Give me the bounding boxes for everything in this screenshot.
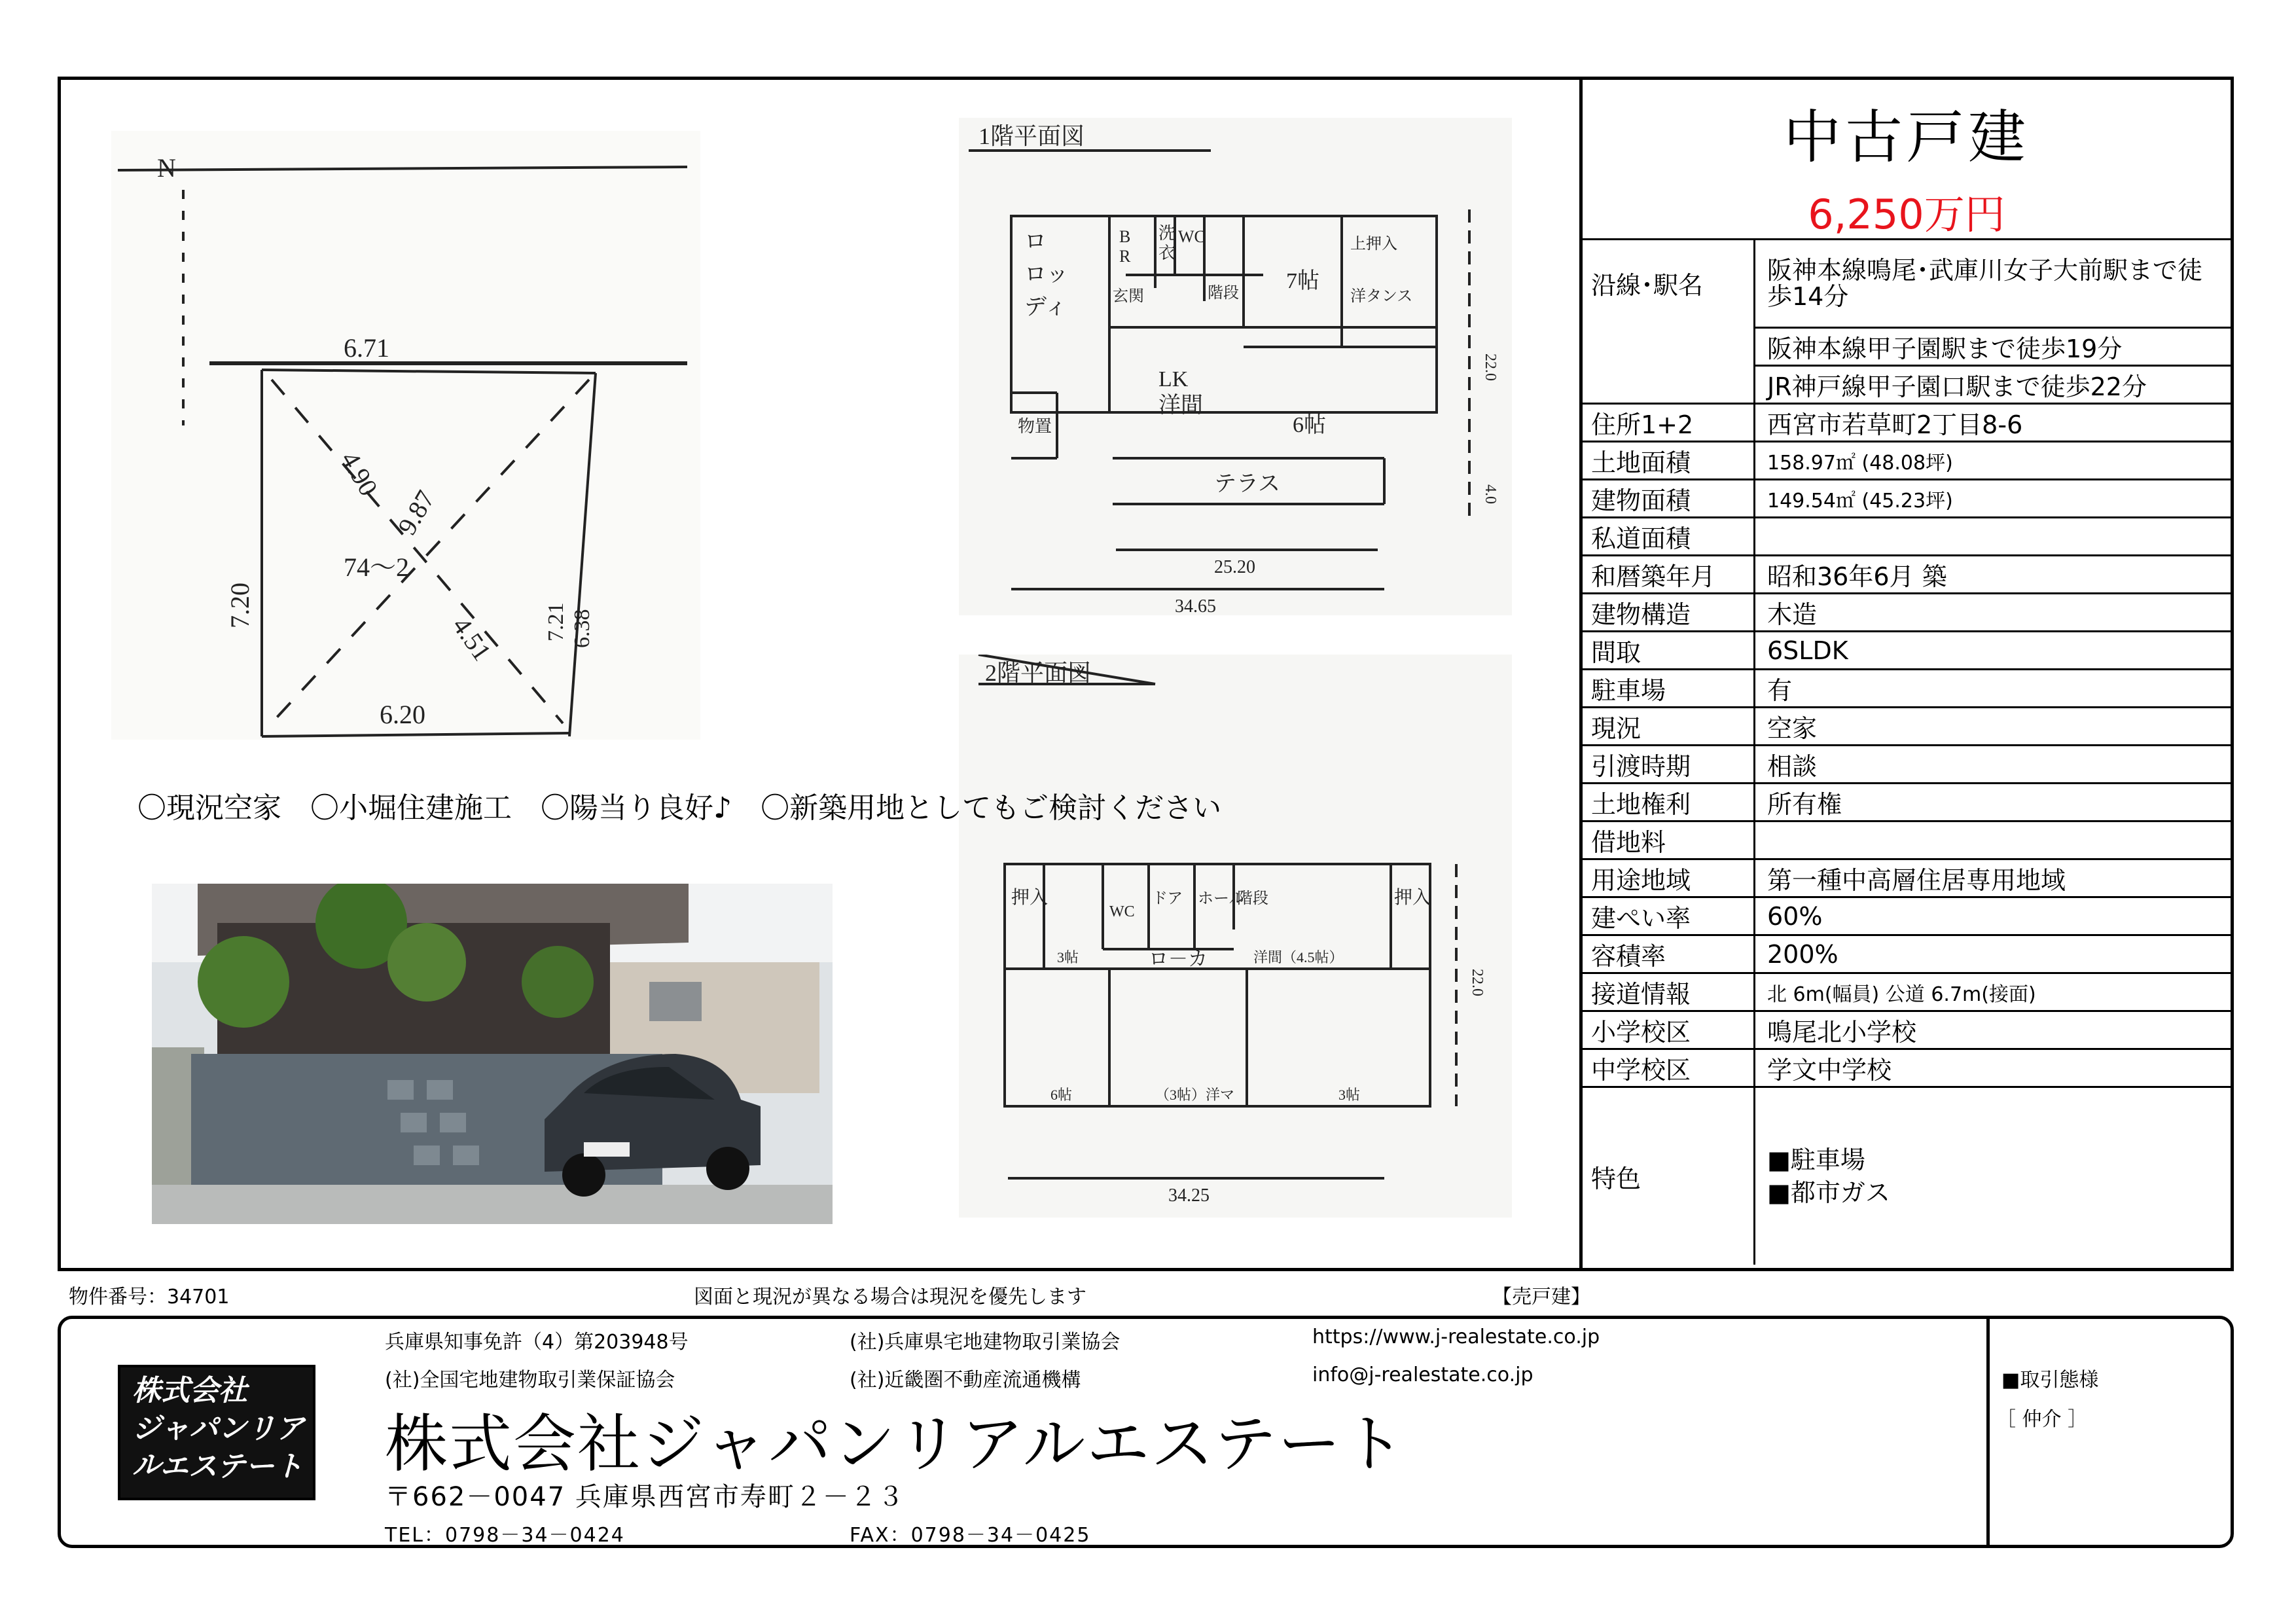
association: (社)兵庫県宅地建物取引業協会 [850,1331,1121,1354]
spec-label: 建ぺい率 [1579,897,1755,935]
north-label: N [157,153,176,183]
company-name: 株式会社ジャパンリアルエステート [385,1407,1407,1481]
spec-value: 昭和36年6月 築 [1755,556,2234,594]
spec-value: 有 [1755,670,2234,708]
spec-label: 引渡時期 [1579,746,1755,784]
room-label: B [1119,227,1131,246]
notice: 図面と現況が異なる場合は現況を優先します [694,1286,1086,1308]
dim-label: 6.38 [570,609,594,648]
room-label: R [1119,247,1131,266]
spec-value: 149.54㎡ (45.23坪) [1755,480,2234,518]
license: 兵庫県知事免許（4）第203948号 [385,1331,689,1354]
table-row [1579,1011,2234,1049]
spec-value: 空家 [1755,708,2234,746]
price: 6,250万円 [1808,190,2005,238]
spec-value: JR神戸線甲子園口駅まで徒歩22分 [1755,366,2234,404]
phone: TEL：0798－34－0424 [385,1524,625,1547]
spec-label: 私道面積 [1579,518,1755,556]
spec-value: 阪神本線鳴尾･武庫川女子大前駅まで徒歩14分 [1755,240,2234,328]
room-label: 玄関 [1113,288,1144,305]
spec-value: 200% [1755,935,2234,973]
room-label: WC [1109,903,1135,920]
spec-label: 建物構造 [1579,594,1755,632]
land-sketch [111,131,700,740]
spec-label: 特色 [1579,1087,1755,1265]
property-number: 物件番号：34701 [69,1286,230,1308]
room-label: 洗 [1158,224,1176,243]
room-label: 物置 [1018,417,1052,436]
spec-label: 借地料 [1579,821,1755,859]
email-link[interactable]: info@j-realestate.co.jp [1312,1363,1534,1386]
table-row [1579,859,2234,897]
spec-label: 現況 [1579,708,1755,746]
spec-value: 西宮市若草町2丁目8-6 [1755,404,2234,442]
dim-label: 22.0 [1482,353,1499,381]
room-label: ロッ [1024,262,1069,287]
room-label: 階段 [1208,285,1239,302]
spec-label: 接道情報 [1579,973,1755,1011]
listing-title: 中古戸建 [1783,103,2030,171]
table-row [1579,442,2234,480]
feature-item: ■都市ガス [1767,1178,1890,1207]
room-label: 6帖 [1050,1087,1073,1103]
spec-label: 容積率 [1579,935,1755,973]
dim-label: 25.20 [1214,557,1255,577]
plan-title: 1階平面図 [978,123,1085,149]
table-row [1579,935,2234,973]
room-label: 洋タンス [1350,288,1413,305]
table-row [1579,670,2234,708]
spec-label: 沿線･駅名 [1579,240,1755,404]
table-row [1579,556,2234,594]
table-row [1579,594,2234,632]
table-row [1579,518,2234,556]
deal-type-value: ［ 仲介 ］ [1996,1408,2088,1431]
room-label: ロ [1024,230,1047,254]
table-row [1579,1049,2234,1087]
logo-text: ジャパンリアル [132,1412,305,1482]
spec-value: 木造 [1755,594,2234,632]
footer-divider [1986,1318,1990,1546]
room-label: 6帖 [1293,413,1326,437]
room-label: ドア [1152,890,1183,907]
table-row [1579,746,2234,784]
spec-value: 所有権 [1755,784,2234,821]
table-row [1579,708,2234,746]
room-label: ホール [1198,890,1245,907]
dim-label: 4.0 [1482,484,1499,504]
spec-value: 相談 [1755,746,2234,784]
house-photo [152,884,833,1224]
feature-item: ■駐車場 [1767,1146,1865,1174]
room-label: WC [1178,227,1206,246]
table-row [1579,784,2234,821]
spec-value: 第一種中高層住居専用地域 [1755,859,2234,897]
remarks: 〇現況空家 〇小堀住建施工 〇陽当り良好♪ 〇新築用地としてもご検討ください [137,791,1222,825]
fax: FAX：0798－34－0425 [850,1524,1091,1547]
dim-label: 22.0 [1469,969,1486,996]
spec-value [1755,821,2234,859]
table-row [1579,632,2234,670]
dim-label: 34.65 [1175,596,1216,615]
dim-label: 6.20 [380,700,425,729]
dim-label: 4.51 [446,611,497,666]
spec-label: 土地権利 [1579,784,1755,821]
dim-label: 7.21 [544,602,568,641]
spec-label: 住所1+2 [1579,404,1755,442]
table-row [1579,821,2234,859]
spec-value: 学文中学校 [1755,1049,2234,1087]
spec-value: 阪神本線甲子園駅まで徒歩19分 [1755,328,2234,366]
spec-label: 用途地域 [1579,859,1755,897]
room-label: 3帖 [1057,949,1079,965]
table-row [1579,480,2234,518]
spec-value: 北 6m(幅員) 公道 6.7m(接面) [1755,973,2234,1011]
room-label: 3帖 [1338,1087,1361,1103]
room-label: （3帖）洋マ [1155,1087,1235,1103]
spec-value: 鳴尾北小学校 [1755,1011,2234,1049]
dim-label: 4.90 [335,446,384,501]
spec-value: 158.97㎡ (48.08坪) [1755,442,2234,480]
table-row [1579,1087,2234,1265]
room-label: 洋間 [1158,393,1203,418]
spec-label: 駐車場 [1579,670,1755,708]
spec-label: 和暦築年月 [1579,556,1755,594]
dim-label: 6.71 [344,333,389,363]
room-label: 衣 [1158,244,1176,262]
dim-label: 74～2 [344,552,409,582]
logo-text: 株式会社 [132,1374,247,1407]
room-label: 押入 [1011,888,1049,908]
association: (社)全国宅地建物取引業保証協会 [385,1369,675,1392]
table-row [1579,897,2234,935]
table-row [1579,973,2234,1011]
logo-text: エステート [160,1450,304,1483]
dim-label: 34.25 [1168,1185,1210,1206]
room-label: 洋間（4.5帖） [1253,949,1344,965]
room-label: 階段 [1237,890,1268,907]
spec-label: 土地面積 [1579,442,1755,480]
floor-plan-2f [959,655,1512,1218]
floor-plan-1f [959,118,1512,615]
website-link[interactable]: https://www.j-realestate.co.jp [1312,1326,1600,1348]
spec-table [1579,238,2234,1265]
spec-label: 中学校区 [1579,1049,1755,1087]
association: (社)近畿圏不動産流通機構 [850,1369,1081,1392]
room-label: LK [1158,367,1189,391]
room-label: 7帖 [1286,269,1319,293]
dim-label: 7.20 [225,583,255,628]
room-label: テラス [1214,472,1280,496]
table-row [1579,240,2234,328]
spec-label: 小学校区 [1579,1011,1755,1049]
deal-type-label: ■取引態様 [2001,1369,2099,1392]
spec-value: 6SLDK [1755,632,2234,670]
room-label: 押入 [1394,888,1431,908]
spec-value: 60% [1755,897,2234,935]
listing-type: 【売戸建】 [1492,1286,1590,1308]
company-address: 〒662－0047 兵庫県西宮市寿町２－２３ [385,1482,905,1512]
spec-label: 間取 [1579,632,1755,670]
table-row [1579,404,2234,442]
dim-label: 9.87 [391,485,440,540]
spec-label: 建物面積 [1579,480,1755,518]
room-label: 上押入 [1350,236,1397,253]
room-label: ロ－カ [1149,948,1208,970]
company-logo [118,1365,315,1500]
plan-title: 2階平面図 [985,660,1092,686]
spec-value [1755,1087,2234,1265]
spec-value [1755,518,2234,556]
room-label: ディ [1024,295,1067,319]
